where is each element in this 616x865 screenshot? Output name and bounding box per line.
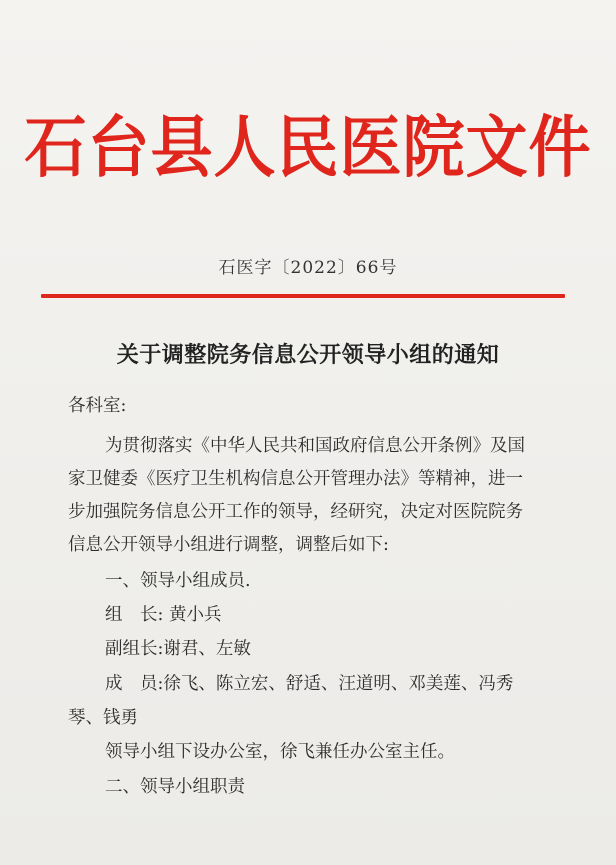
leader-line: 组 长: 黄小兵 <box>105 605 222 625</box>
paragraph-line: 信息公开领导小组进行调整，调整后如下: <box>68 535 389 555</box>
section-heading: 一、领导小组成员. <box>105 571 251 591</box>
members-line: 琴、钱勇 <box>68 708 138 728</box>
paragraph-line: 为贯彻落实《中华人民共和国政府信息公开条例》及国 <box>105 436 525 456</box>
paragraph-line: 步加强院务信息公开工作的领导，经研究，决定对医院院务 <box>68 502 523 522</box>
document-number: 石医字〔2022〕66号 <box>218 258 398 278</box>
red-divider-line <box>41 294 565 298</box>
office-line: 领导小组下设办公室，徐飞兼任办公室主任。 <box>105 742 455 762</box>
salutation: 各科室: <box>68 396 127 416</box>
notice-title: 关于调整院务信息公开领导小组的通知 <box>116 343 500 368</box>
document-header-title: 石台县人民医院文件 <box>24 108 592 187</box>
paragraph-line: 家卫健委《医疗卫生机构信息公开管理办法》等精神，进一 <box>68 469 523 489</box>
members-line: 成 员:徐飞、陈立宏、舒适、汪道明、邓美莲、冯秀 <box>105 674 514 694</box>
deputy-line: 副组长:谢君、左敏 <box>105 639 251 659</box>
section-heading: 二、领导小组职责 <box>105 777 245 797</box>
